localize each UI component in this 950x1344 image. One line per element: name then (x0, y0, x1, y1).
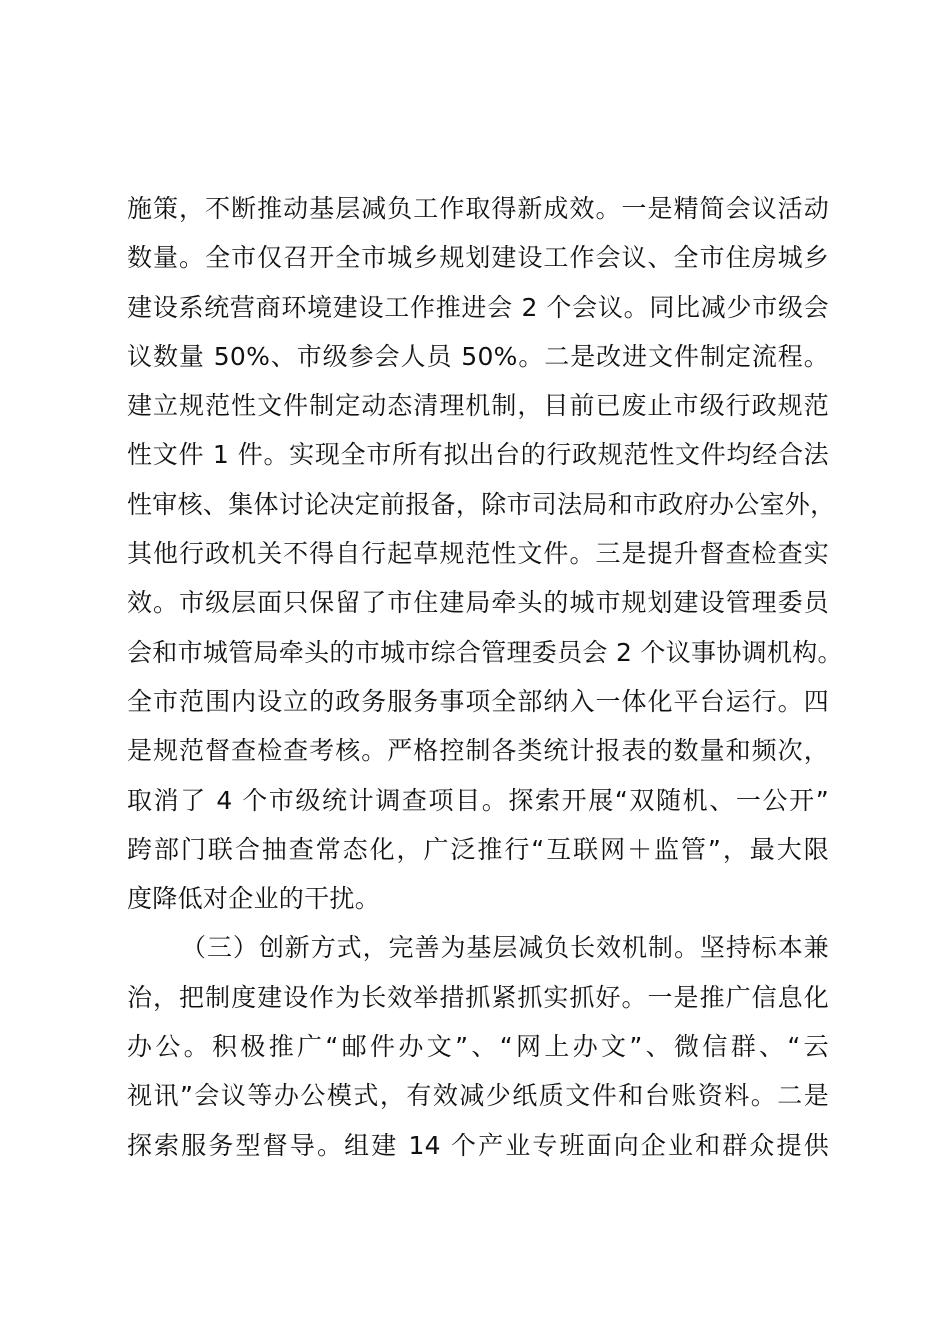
text-line: 办公。积极推广“邮件办文”、“网上办文”、微信群、“云 (127, 1032, 829, 1062)
text-line: 度降低对企业的干扰。 (127, 884, 381, 914)
text-line: 效。市级层面只保留了市住建局牵头的城市规划建设管理委员 (127, 588, 829, 618)
text-line: 数量。全市仅召开全市城乡规划建设工作会议、全市住房城乡 (127, 243, 829, 273)
text-line: 其他行政机关不得自行起草规范性文件。三是提升督查检查实 (127, 539, 829, 569)
text-line: 跨部门联合抽查常态化，广泛推行“互联网＋监管”，最大限 (127, 834, 829, 864)
text-line: 施策，不断推动基层减负工作取得新成效。一是精简会议活动 (127, 194, 829, 223)
text-line: 治，把制度建设作为长效举措抓紧抓实抓好。一是推广信息化 (127, 982, 829, 1012)
body-text (127, 184, 843, 1170)
text-line: 全市范围内设立的政务服务事项全部纳入一体化平台运行。四 (127, 686, 829, 716)
text-line: 建设系统营商环境建设工作推进会 2 个会议。同比减少市级会 (127, 292, 829, 322)
text-line: 视讯”会议等办公模式，有效减少纸质文件和台账资料。二是 (127, 1081, 829, 1111)
text-line: 议数量 50%、市级参会人员 50%。二是改进文件制定流程。 (127, 341, 829, 371)
text-line: 取消了 4 个市级统计调查项目。探索开展“双随机、一公开” (127, 785, 829, 815)
text-line: 建立规范性文件制定动态清理机制，目前已废止市级行政规范 (127, 391, 829, 421)
text-line: （三）创新方式，完善为基层减负长效机制。坚持标本兼 (181, 933, 829, 963)
text-line: 探索服务型督导。组建 14 个产业专班面向企业和群众提供 (127, 1130, 829, 1160)
text-line: 会和市城管局牵头的市城市综合管理委员会 2 个议事协调机构。 (127, 637, 843, 667)
paragraph-1 (127, 184, 843, 923)
text-line: 性文件 1 件。实现全市所有拟出台的行政规范性文件均经合法 (127, 440, 829, 470)
text-line: 是规范督查检查考核。严格控制各类统计报表的数量和频次， (127, 736, 829, 766)
text-line: 性审核、集体讨论决定前报备，除市司法局和市政府办公室外， (127, 489, 836, 519)
paragraph-2 (127, 923, 829, 1169)
